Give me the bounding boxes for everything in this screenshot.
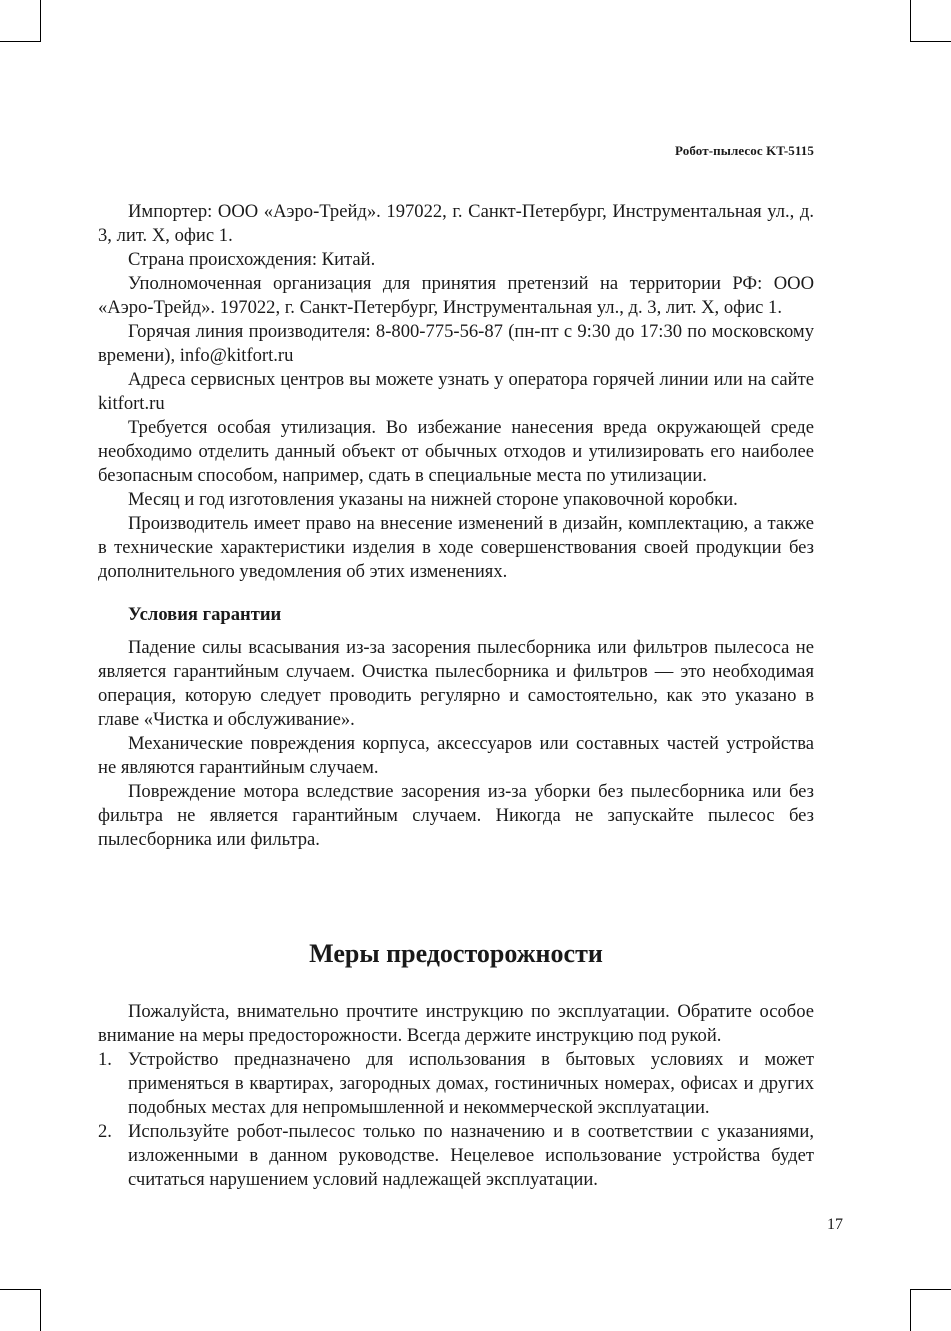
paragraph-claims-org: Уполномоченная организация для принятия претензий на территории РФ: ООО «Аэро-Трейд». 197022, г. Санкт-Петербург, Инструментальная ул., д. 3, лит. Х, офис 1. bbox=[98, 273, 814, 318]
crop-mark bbox=[910, 0, 911, 42]
paragraph-precautions-intro: Пожалуйста, внимательно прочтите инструкцию по эксплуатации. Обратите особое внимание на меры предосторожности. Всегда держите инструкцию под рукой. bbox=[98, 1001, 814, 1046]
crop-mark bbox=[0, 1289, 41, 1290]
paragraph-warranty-mechanical: Механические повреждения корпуса, аксессуаров или составных частей устройства не являются гарантийным случаем. bbox=[98, 733, 814, 778]
warranty-heading: Условия гарантии bbox=[128, 604, 282, 625]
crop-mark bbox=[910, 1289, 951, 1290]
crop-mark bbox=[40, 1289, 41, 1331]
paragraph-hotline: Горячая линия производителя: 8-800-775-56-87 (пн-пт с 9:30 до 17:30 по московскому времени), info@kitfort.ru bbox=[98, 321, 814, 366]
paragraph-importer: Импортер: ООО «Аэро-Трейд». 197022, г. Санкт-Петербург, Инструментальная ул., д. 3, лит. Х, офис 1. bbox=[98, 201, 814, 246]
crop-mark bbox=[40, 0, 41, 42]
paragraph-service-centers: Адреса сервисных центров вы можете узнать у оператора горячей линии или на сайте kitfort.ru bbox=[98, 369, 814, 414]
list-item bbox=[98, 1120, 814, 1192]
paragraph-manufacture-date: Месяц и год изготовления указаны на нижней стороне упаковочной коробки. bbox=[128, 489, 738, 510]
paragraph-warranty-motor: Повреждение мотора вследствие засорения из-за уборки без пылесборника или без фильтра не является гарантийным случаем. Никогда не запускайте пылесос без пылесборника или фильтра. bbox=[98, 781, 814, 850]
crop-mark bbox=[910, 1289, 911, 1331]
crop-mark bbox=[910, 41, 951, 42]
crop-mark bbox=[0, 41, 41, 42]
paragraph-warranty-suction: Падение силы всасывания из-за засорения пылесборника или фильтров пылесоса не является гарантийным случаем. Очистка пылесборника и фильтров — это необходимая операция, которую следует проводить регулярно и самостоятельно, как это указано в главе «Чистка и обслуживание». bbox=[98, 637, 814, 730]
page-number: 17 bbox=[827, 1216, 843, 1233]
page-content bbox=[98, 200, 814, 1192]
paragraph-changes: Производитель имеет право на внесение изменений в дизайн, комплектацию, а также в технические характеристики изделия в ходе совершенствования своей продукции без дополнительного уведомления об этих изменениях. bbox=[98, 513, 814, 582]
running-header: Робот-пылесос KT-5115 bbox=[675, 143, 814, 158]
list-item-number: 2. bbox=[98, 1121, 112, 1142]
precautions-heading: Меры предосторожности bbox=[309, 939, 603, 968]
paragraph-origin: Страна происхождения: Китай. bbox=[128, 249, 376, 270]
list-item-text: Используйте робот-пылесос только по назначению и в соответствии с указаниями, изложенными в данном руководстве. Нецелевое использование устройства будет считаться нарушением условий надлежащей эксплуатации. bbox=[128, 1121, 814, 1190]
warranty-section bbox=[98, 636, 814, 852]
importer-info bbox=[98, 200, 814, 584]
list-item bbox=[98, 1048, 814, 1120]
list-item-text: Устройство предназначено для использования в бытовых условиях и может применяться в квартирах, загородных домах, гостиничных номерах, офисах и других подобных местах для непромышленной и некоммерческой эксплуатации. bbox=[128, 1049, 814, 1118]
list-item-number: 1. bbox=[98, 1049, 112, 1070]
precautions-section bbox=[98, 1000, 814, 1192]
paragraph-disposal: Требуется особая утилизация. Во избежание нанесения вреда окружающей среде необходимо отделить данный объект от обычных отходов и утилизировать его наиболее безопасным способом, например, сдать в специальные места по утилизации. bbox=[98, 417, 814, 486]
precautions-list bbox=[98, 1048, 814, 1192]
